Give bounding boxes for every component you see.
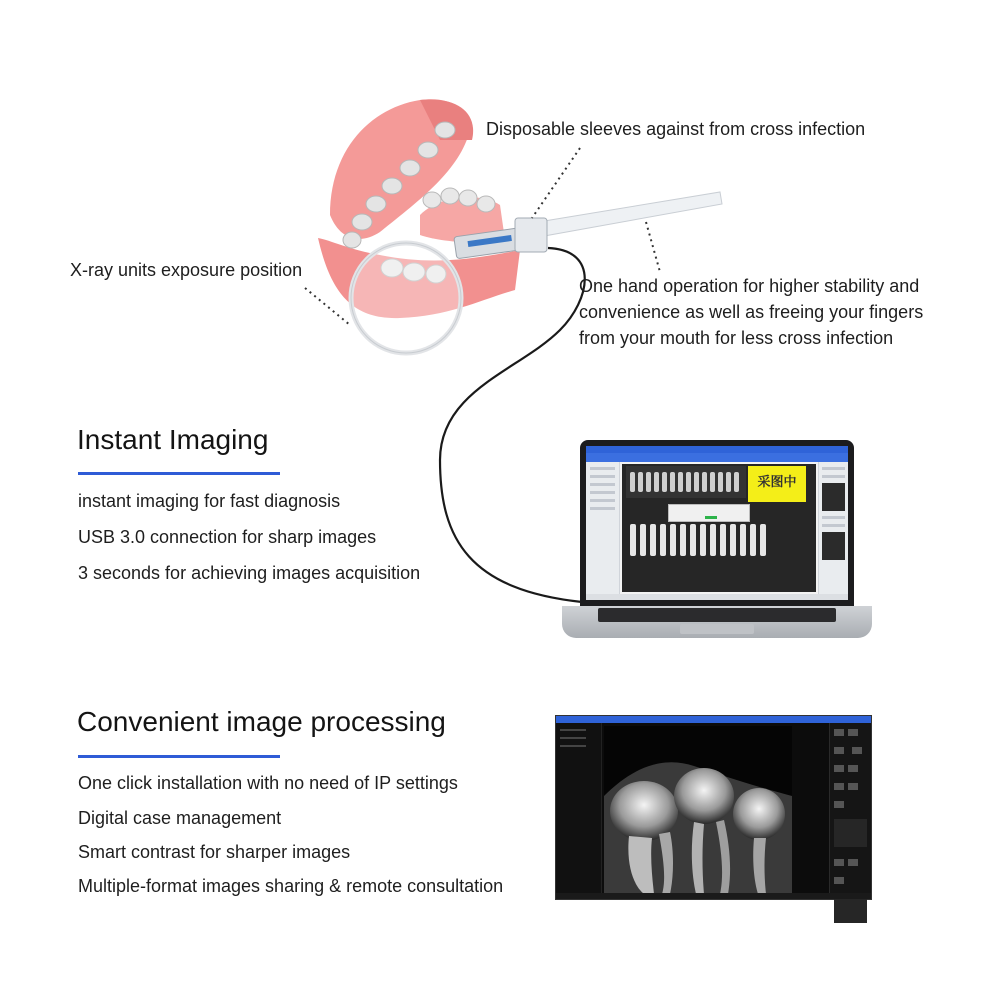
teeth-thumbnails: [626, 466, 746, 498]
app-image-area: [622, 464, 816, 592]
laptop-screen-frame: [580, 440, 854, 606]
window-statusbar: [556, 893, 871, 899]
leader-one-hand: [646, 222, 660, 272]
acquiring-status-text: 采图中: [757, 475, 797, 490]
tools-panel: [829, 723, 871, 893]
xray-teeth-graphic: [604, 726, 792, 894]
laptop-trackpad: [680, 624, 754, 634]
feature-item: Smart contrast for sharper images: [78, 842, 351, 862]
section-rule: [78, 472, 280, 475]
upper-teeth-row: [626, 466, 746, 498]
feature-item: Digital case management: [78, 808, 282, 828]
app-titlebar: [586, 446, 848, 453]
annotation-one-hand-line: One hand operation for higher stability and: [579, 276, 920, 296]
window-titlebar: [556, 716, 871, 723]
annotation-exposure: X-ray units exposure position: [70, 260, 303, 280]
feature-item: 3 seconds for achieving images acquisition: [78, 563, 421, 583]
progress-dialog: [668, 504, 750, 522]
laptop-screen: [586, 446, 848, 600]
feature-item: Multiple-format images sharing & remote consultation: [78, 876, 504, 896]
laptop: [562, 440, 872, 645]
section-title-instant-imaging: Instant Imaging: [77, 424, 269, 455]
section-rule: [78, 755, 280, 758]
feature-item: instant imaging for fast diagnosis: [78, 491, 341, 511]
feature-item: USB 3.0 connection for sharp images: [78, 527, 377, 547]
section-title-image-processing: Convenient image processing: [77, 706, 446, 737]
annotation-sleeves: Disposable sleeves against from cross infection: [486, 119, 866, 139]
annotation-one-hand-line: from your mouth for less cross infection: [579, 328, 894, 348]
laptop-keyboard: [598, 608, 836, 622]
exposure-magnifier: [351, 243, 461, 353]
sensor-holder-arm: [520, 192, 722, 240]
leader-sleeves: [532, 148, 580, 218]
progress-bar: [705, 516, 717, 519]
acquiring-status-box: [748, 466, 806, 502]
annotation-one-hand: [579, 273, 979, 351]
annotation-one-hand-line: convenience as well as freeing your fingers: [579, 302, 924, 322]
feature-item: One click installation with no need of IP settings: [78, 773, 458, 793]
dental-xray-image: [604, 726, 792, 894]
app-menubar: [586, 453, 848, 462]
image-processing-window: [555, 715, 872, 900]
app-statusbar: [586, 594, 848, 600]
app-right-panel: [818, 462, 848, 600]
patient-info-panel: [556, 723, 602, 893]
app-sidebar: [586, 462, 620, 600]
